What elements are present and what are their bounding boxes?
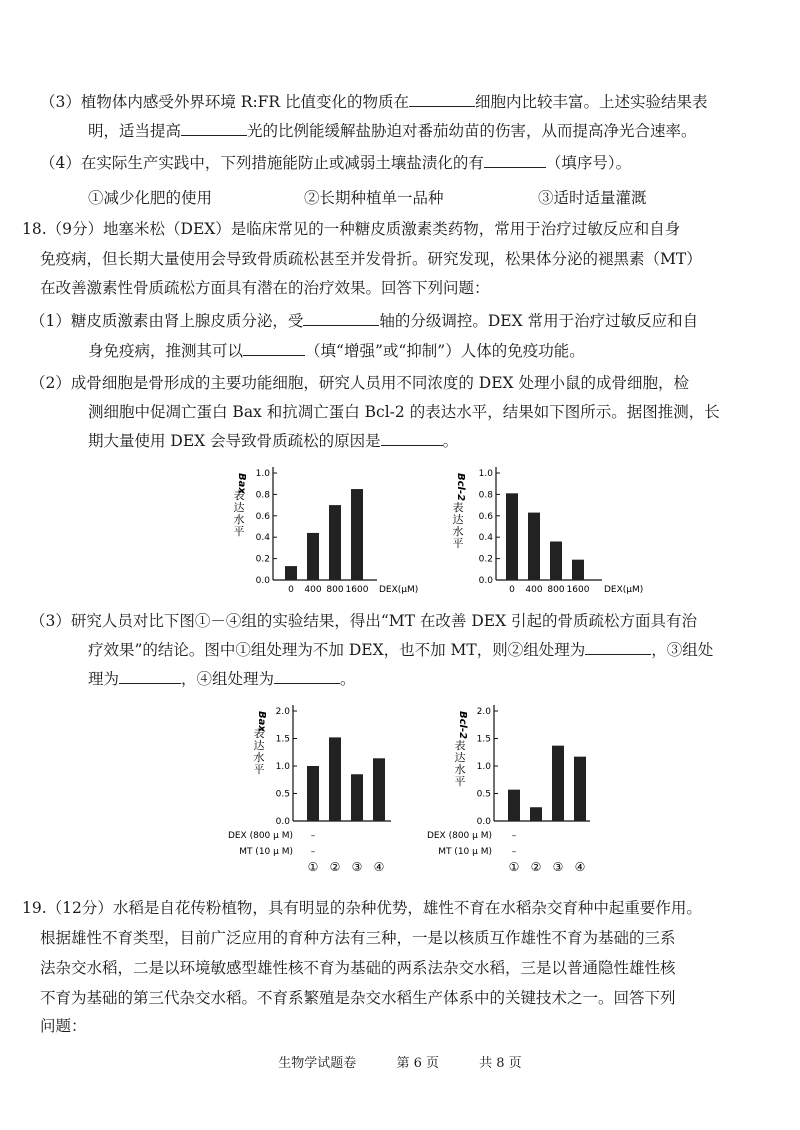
row-label-mt: MT (10 μ M) (239, 847, 293, 857)
y-axis-gene-label: Bcl-2 (455, 473, 466, 502)
row-label-mt: MT (10 μ M) (438, 847, 492, 857)
y-tick-label: 1.0 (275, 762, 290, 772)
group-label: ③ (351, 860, 363, 874)
y-axis-label-char: 水 (454, 763, 466, 776)
y-axis-label-char: 平 (452, 537, 464, 550)
group-label: ① (307, 860, 319, 874)
y-tick-label: 1.5 (275, 734, 290, 745)
mt-mark: – (310, 847, 316, 857)
y-axis-label-char: 表 (452, 501, 464, 514)
q18-intro-line3: 在改善激素性骨质疏松方面具有潜在的治疗效果。回答下列问题： (40, 279, 490, 297)
q19-line1: 19.（12分）水稻是自花传粉植物，具有明显的杂种优势，雄性不育在水稻杂交育种中起重要作用。 (22, 899, 702, 917)
q18-part3-line1: （3）研究人员对比下图①－④组的实验结果，得出“MT 在改善 DEX 引起的骨质疏松方面具有治 (30, 612, 698, 630)
q18-intro-line2: 免疫病，但长期大量使用会导致骨质疏松甚至并发骨折。研究发现，松果体分泌的褪黑素（MT） (40, 250, 702, 268)
bar-1600 (351, 489, 363, 580)
q19-line4: 不育为基础的第三代杂交水稻。不育系繁殖是杂交水稻生产体系中的关键技术之一。回答下列 (40, 989, 676, 1007)
y-axis-label-char: 达 (454, 751, 466, 764)
y-axis-label-char: 达 (233, 501, 245, 514)
y-tick-label: 1.0 (478, 469, 493, 479)
y-tick-label: 0.4 (255, 533, 270, 544)
y-tick-label: 0.0 (275, 817, 290, 827)
y-axis-label-char: 达 (452, 513, 464, 526)
y-tick-label: 0.6 (478, 511, 493, 522)
y-tick-label: 0.5 (275, 789, 290, 800)
bar-② (329, 737, 341, 821)
y-tick-label: 2.0 (275, 707, 290, 717)
group-label: ② (329, 860, 341, 874)
q18-part1-line2: 身免疫病，推测其可以 （填“增强”或“抑制”）人体的免疫功能。 (88, 342, 585, 360)
chart-bcl2-dex (442, 455, 642, 605)
q19-line3: 法杂交水稻，二是以环境敏感型雄性核不育为基础的两系法杂交水稻，三是以普通隐性雄性核 (40, 959, 676, 977)
group-label: ③ (552, 860, 564, 874)
y-axis-label-char: 水 (233, 513, 245, 526)
q18-part2-line2: 测细胞中促凋亡蛋白 Bax 和抗凋亡蛋白 Bcl-2 的表达水平，结果如下图所示。据图推测，长 (88, 403, 720, 421)
answer-blank[interactable] (303, 311, 379, 326)
group-label: ② (530, 860, 542, 874)
q18-part3-line2: 疗效果”的结论。图中①组处理为不加 DEX，也不加 MT，则②组处理为 ，③组处 (88, 641, 714, 659)
bar-① (307, 766, 319, 821)
y-tick-label: 0.8 (478, 490, 493, 501)
x-tick-label: 0 (288, 585, 294, 595)
option-2: ②长期种植单一品种 (304, 189, 444, 207)
row-label-dex: DEX (800 μ M) (227, 831, 293, 841)
y-tick-label: 0.2 (478, 554, 493, 565)
y-tick-label: 0.6 (255, 511, 270, 522)
answer-blank[interactable] (274, 669, 340, 684)
y-axis-label-char: 平 (233, 525, 245, 538)
bar-400 (528, 513, 540, 580)
footer-title: 生物学试题卷 (278, 1056, 357, 1071)
y-axis-gene-label: Bax (256, 711, 267, 732)
bar-③ (552, 746, 564, 821)
y-axis-gene-label: Bax (236, 473, 247, 494)
chart-bcl2-groups (420, 695, 640, 874)
row-label-dex: DEX (800 μ M) (426, 831, 492, 841)
bar-0 (285, 566, 297, 580)
y-axis-label-char: 水 (452, 525, 464, 538)
q18-part3-line3: 理为 ，④组处理为 。 (88, 670, 356, 688)
y-tick-label: 0.4 (478, 533, 493, 544)
bar-0 (506, 493, 518, 580)
x-tick-label: 400 (304, 585, 322, 595)
bar-1600 (572, 560, 584, 580)
chart-bax-groups (195, 695, 415, 874)
answer-blank[interactable] (585, 640, 651, 655)
y-tick-label: 2.0 (476, 707, 491, 717)
y-tick-label: 0.8 (255, 490, 270, 501)
y-axis-label-char: 平 (253, 763, 265, 776)
dex-mark: – (310, 831, 316, 841)
bar-800 (550, 541, 562, 580)
bar-② (530, 807, 542, 821)
mt-mark: – (511, 847, 517, 857)
bar-800 (329, 505, 341, 580)
q18-part1-line1: （1）糖皮质激素由肾上腺皮质分泌，受 轴的分级调控。DEX 常用于治疗过敏反应和自 (30, 312, 699, 330)
q17-part3-line1: （3）植物体内感受外界环境 R:FR 比值变化的物质在 细胞内比较丰富。上述实验结果表 (40, 93, 708, 111)
answer-blank[interactable] (484, 153, 546, 168)
q18-part2-line1: （2）成骨细胞是骨形成的主要功能细胞，研究人员用不同浓度的 DEX 处理小鼠的成骨细胞，检 (30, 374, 689, 392)
y-axis-label-char: 平 (454, 775, 466, 788)
page-footer (0, 1052, 800, 1071)
footer-total: 共 8 页 (479, 1056, 522, 1071)
y-tick-label: 0.0 (476, 817, 491, 827)
answer-blank[interactable] (381, 431, 443, 446)
x-tick-label: 1600 (345, 585, 369, 595)
q19-line2: 根据雄性不育类型，目前广泛应用的育种方法有三种，一是以核质互作雄性不育为基础的三系 (40, 929, 676, 947)
option-1: ①减少化肥的使用 (88, 189, 213, 207)
answer-blank[interactable] (119, 669, 181, 684)
x-tick-label: 1600 (566, 585, 590, 595)
answer-blank[interactable] (243, 341, 305, 356)
q17-part3-line2: 明，适当提高 光的比例能缓解盐胁迫对番茄幼苗的伤害，从而提高净光合速率。 (88, 122, 697, 140)
bar-① (508, 790, 520, 821)
q18-part2-line3: 期大量使用 DEX 会导致骨质疏松的原因是 。 (88, 432, 459, 450)
y-tick-label: 1.0 (255, 469, 270, 479)
y-tick-label: 0.0 (255, 576, 270, 586)
group-label: ④ (373, 860, 385, 874)
group-label: ① (508, 860, 520, 874)
y-tick-label: 0.2 (255, 554, 270, 565)
y-tick-label: 0.5 (476, 789, 491, 800)
answer-blank[interactable] (181, 121, 247, 136)
group-label: ④ (574, 860, 586, 874)
x-tick-label: 800 (547, 585, 565, 595)
chart-bax-dex (225, 455, 419, 605)
footer-page: 第 6 页 (396, 1056, 439, 1071)
option-3: ③适时适量灌溉 (538, 189, 647, 207)
dex-mark: – (511, 831, 517, 841)
answer-blank[interactable] (409, 92, 475, 107)
bar-400 (307, 533, 319, 580)
x-tick-label: 0 (509, 585, 515, 595)
y-axis-label-char: 达 (253, 739, 265, 752)
y-axis-label-char: 表 (253, 727, 265, 740)
y-tick-label: 1.5 (476, 734, 491, 745)
q19-line5: 问题： (40, 1017, 87, 1035)
y-axis-label-char: 表 (454, 739, 466, 752)
q18-intro-line1: 18.（9分）地塞米松（DEX）是临床常见的一种糖皮质激素类药物，常用于治疗过敏反应和自身 (22, 220, 681, 238)
q17-part4: （4）在实际生产实践中，下列措施能防止或减弱土壤盐渍化的有 （填序号）。 (40, 154, 632, 172)
x-axis-label: DEX(μM) (604, 585, 644, 595)
bar-④ (373, 758, 385, 821)
y-axis-label-char: 水 (253, 751, 265, 764)
x-axis-label: DEX(μM) (379, 585, 419, 595)
y-axis-label-char: 表 (233, 489, 245, 502)
bar-④ (574, 757, 586, 821)
x-tick-label: 800 (326, 585, 344, 595)
x-tick-label: 400 (525, 585, 543, 595)
y-tick-label: 1.0 (476, 762, 491, 772)
bar-③ (351, 774, 363, 821)
y-tick-label: 0.0 (478, 576, 493, 586)
y-axis-gene-label: Bcl-2 (457, 711, 468, 740)
